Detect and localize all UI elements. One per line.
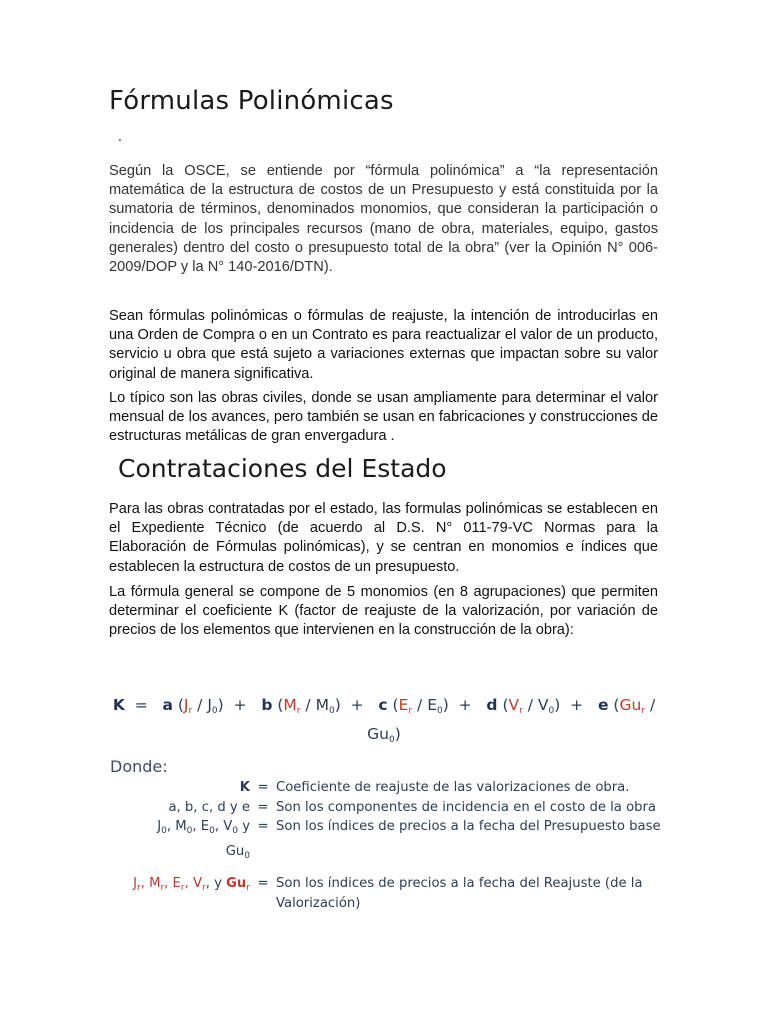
polynomial-formula: K = a $(J_r / J_0)$ + b $(M_r / M_0)$ + c $(E_r / E_0)$ + d $(V_r / V_0)$ + e $(Gu_r / Gu_0)$ (112, 696, 656, 745)
definition-text: Son los índices de precios a la fecha del Presupuesto base (276, 819, 661, 834)
definition-text: Son los índices de precios a la fecha del Reajuste (de la Valorización) (276, 876, 643, 911)
definition-row: $J_0$, $M_0$, $E_0$, $V_0$ y $Gu_0$ = Son los índices de precios a la fecha del Presupuesto base (110, 817, 670, 866)
definition-row: K = Coeficiente de reajuste de las valorizaciones de obra. (110, 778, 670, 798)
paragraph-formula-general: La fórmula general se compone de 5 monomios (en 8 agrupaciones) que permiten determinar el coeficiente K (factor de reajuste de la valorización, por variación de precios de los elementos que intervienen en la construcción de la obra): (109, 584, 658, 639)
definitions-list (110, 778, 670, 913)
paragraph-obras-civiles: Lo típico son las obras civiles, donde se usan ampliamente para determinar el valor mensual de los avances, pero también se usan en fabricaciones y construcciones de estructuras metálicas de gran envergadura . (109, 390, 658, 445)
paragraph-osce-definition: Según la OSCE, se entiende por “fórmula polinómica” a “la representación matemática de la estructura de costos de un Presupuesto y está constituida por la sumatoria de términos, denominados monomios, que consideran la participación o incidencia de los principales recursos (mano de obra, materiales, equipo, gastos generales) dentro del costo o presupuesto total de la obra” (ver la Opinión N° 006-2009/DOP y la N° 140-2016/DTN). (109, 163, 658, 276)
paragraph-reajuste-intent: Sean fórmulas polinómicas o fórmulas de reajuste, la intención de introducirlas en una Orden de Compra o en un Contrato es para reactualizar el valor de un producto, servicio u obra que está sujeto a variaciones externas que impactan sobre su valor original de manera significativa. (109, 308, 658, 382)
definition-row: a, b, c, d y e = Son los componentes de incidencia en el costo de la obra (110, 798, 670, 818)
definition-text: Son los componentes de incidencia en el costo de la obra (276, 799, 657, 815)
section-title: Contrataciones del Estado (118, 454, 447, 483)
definition-symbol: a, b, c, d y e (168, 799, 250, 815)
page-title: Fórmulas Polinómicas (109, 86, 394, 116)
definition-symbol: $J_r$, $M_r$, $E_r$, $V_r$, y $Gu_r$ (133, 876, 250, 893)
bullet-dot: . (118, 128, 122, 144)
definition-symbol: K (239, 780, 250, 795)
definition-row: $J_r$, $M_r$, $E_r$, $V_r$, y $Gu_r$ = Son los índices de precios a la fecha del Reajuste (de la Valorización) (110, 874, 670, 913)
paragraph-expediente-tecnico: Para las obras contratadas por el estado, las formulas polinómicas se establecen en el Expediente Técnico (de acuerdo al D.S. N° 011-79-VC Normas para la Elaboración de Fórmulas polinómicas), y se centran en monomios e índices que establecen la estructura de costos de un presupuesto. (109, 501, 658, 575)
donde-label: Donde: (110, 757, 168, 776)
definition-symbol: $J_0$, $M_0$, $E_0$, $V_0$ y $Gu_0$ (157, 819, 250, 861)
definition-text: Coeficiente de reajuste de las valorizaciones de obra. (276, 780, 630, 795)
